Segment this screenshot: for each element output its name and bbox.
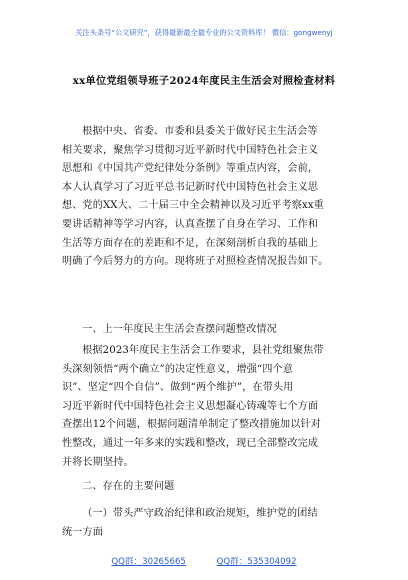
footer-contacts [0, 555, 408, 567]
paragraph-line: 查摆出12个问题，根据问题清单制定了整改措施加以针对 [62, 419, 321, 431]
subsection-heading-text: （一）带头严守政治纪律和政治规矩，维护党的团结 [82, 508, 318, 519]
document-title: xx单位党组领导班子2024年度民主生活会对照检查材料 [72, 75, 336, 87]
paragraph-line: 根据2023年度民主生活会工作要求，县社党组聚焦带 [82, 345, 324, 356]
paragraph-line: 相关要求，聚焦学习贯彻习近平新时代中国特色社会主义 [62, 144, 319, 156]
paragraph-line: 思想和《中国共产党纪律处分条例》等重点内容，会前， [62, 163, 319, 175]
paragraph-line: 明确了今后努力的方向。现将班子对照检查情况报告如下。 [62, 256, 329, 268]
qq-group-2: QQ群：535304092 [216, 557, 297, 567]
paragraph-line: 本人认真学习了习近平总书记新时代中国特色社会主义思 [62, 181, 319, 193]
subsection-heading-text: 统一方面 [62, 526, 103, 538]
paragraph-line: 识”、坚定“四个自信”、做到“两个维护”，在带头用 [62, 382, 294, 394]
section-heading-1 [62, 321, 348, 340]
paragraph-line: 要讲话精神等学习内容，认真查摆了自身在学习、工作和 [62, 218, 319, 230]
paragraph-line: 并将长期坚持。 [62, 456, 134, 468]
paragraph-line: 性整改，通过一年多来的实践和整改，现已全部整改完成 [62, 437, 319, 449]
paragraph-line: 习近平新时代中国特色社会主义思想凝心铸魂等七个方面 [62, 400, 319, 412]
section-heading-2 [62, 478, 348, 497]
section-heading-text: 一、上一年度民主生活会查摆问题整改情况 [82, 324, 277, 335]
header-promo-note: 关注头条号“公文研究”，获得最新最全最专业的公文资料库！ 微信：gongwenyj [75, 28, 333, 37]
subsection-heading-1 [62, 505, 348, 542]
paragraph-line: 想、党的XX大、二十届三中全会精神以及习近平考察xx重 [62, 200, 324, 212]
paragraph-line: 头深刻领悟“两个确立”的决定性意义，增强“四个意 [62, 363, 294, 375]
qq-group-1: QQ群：30265665 [111, 557, 186, 567]
paragraph-rectification [62, 342, 348, 472]
paragraph-intro [62, 123, 348, 272]
paragraph-line: 生活等方面存在的差距和不足，在深刻剖析自我的基础上 [62, 237, 319, 249]
paragraph-line: 根据中央、省委、市委和县委关于做好民主生活会等 [82, 126, 318, 137]
section-heading-text: 二、存在的主要问题 [82, 481, 175, 492]
